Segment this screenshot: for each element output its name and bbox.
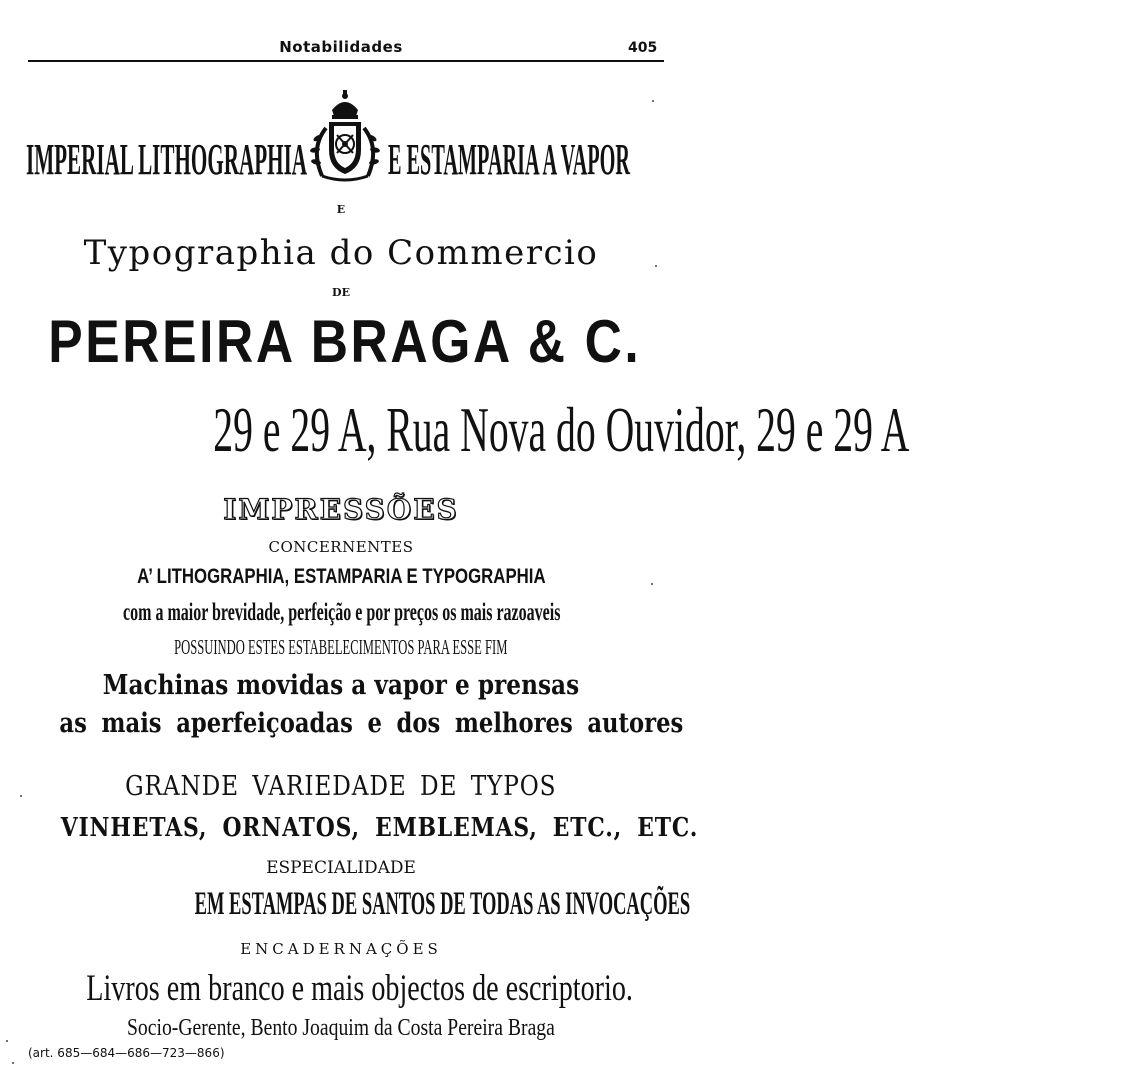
title-imperial-lithographia: IMPERIAL LITHOGRAPHIA [26,135,308,184]
concernentes-label: CONCERNENTES [268,538,414,556]
especialidade-label: ESPECIALIDADE [266,858,416,878]
machinas-line: Machinas movidas a vapor e prensas [102,670,580,701]
title-estamparia-a-vapor: E ESTAMPARIA A VAPOR [388,135,630,184]
livros-line: Livros em branco e mais objectos de escriptorio. [86,968,633,1009]
variedade-line: GRANDE VARIEDADE DE TYPOS [125,771,557,802]
vinhetas-line: VINHETAS, ORNATOS, EMBLEMAS, ETC., ETC. [60,813,699,843]
imperial-crest-icon [304,88,386,188]
estampas-line: EM ESTAMPAS DE SANTOS DE TODAS AS INVOCAÇÕES [194,886,691,922]
print-speck [6,1040,8,1042]
firm-name: PEREIRA BRAGA & C. [48,308,642,375]
brevidade-line: com a maior brevidade, perfeição e por preços os mais razoaveis [123,599,561,626]
page-number: 405 [628,40,658,56]
conjunction-e: E [336,203,346,216]
preposition-de: DE [332,286,350,299]
lithographia-line: A’ LITHOGRAPHIA, ESTAMPARIA E TYPOGRAPHIA [136,565,546,588]
socio-gerente-line: Socio-Gerente, Bento Joaquim da Costa Pereira Braga [127,1015,555,1041]
article-reference: (art. 685—684—686—723—866) [28,1046,225,1060]
encadernacoes-label: ENCADERNAÇÕES [240,940,442,958]
print-speck [652,100,654,102]
impressoes-heading: IMPRESSÕES [223,493,459,526]
running-header: Notabilidades [279,38,403,56]
header-rule [28,60,664,62]
address-line: 29 e 29 A, Rua Nova do Ouvidor, 29 e 29 A [213,394,910,465]
possuindo-line: POSSUINDO ESTES ESTABELECIMENTOS PARA ESSE FIM [174,635,508,659]
typographia-heading: Typographia do Commercio [83,233,599,273]
aperfeicoadas-line: as mais aperfeiçoadas e dos melhores autores [59,708,684,739]
print-speck [12,1062,14,1064]
